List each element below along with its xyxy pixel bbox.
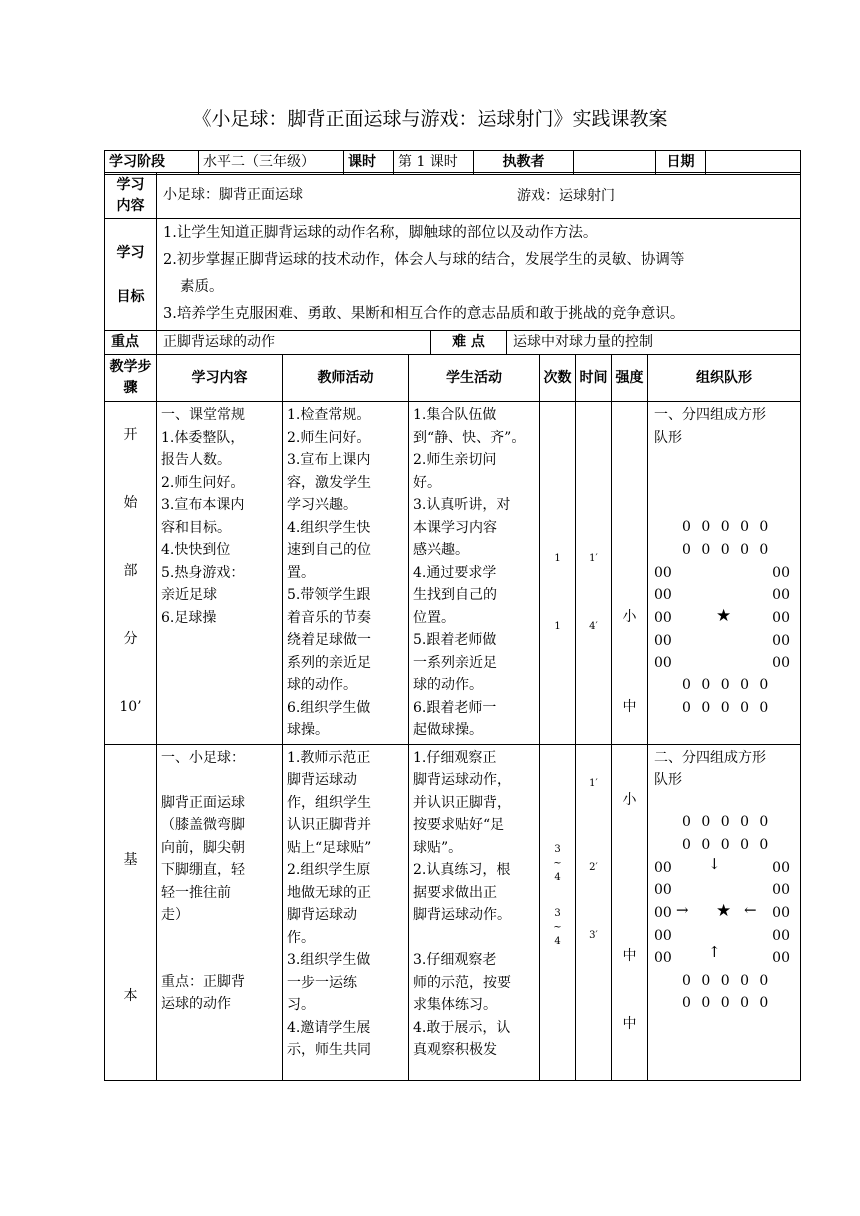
- goals-label-line1: 学习: [116, 244, 145, 261]
- formation-left: 00: [654, 633, 672, 649]
- formation-left: 00: [654, 927, 672, 944]
- header-student: 学生活动: [409, 355, 540, 402]
- header-teacher: 教师活动: [283, 355, 409, 402]
- content-label: [105, 173, 157, 219]
- intensity-value: 中: [622, 1015, 637, 1032]
- intensity-value: 中: [622, 947, 637, 964]
- section1-times: [540, 402, 576, 745]
- lesson-table: [104, 354, 801, 1081]
- formation-left: 00: [654, 904, 672, 921]
- times-value: 3 ~ 4: [553, 843, 562, 883]
- time-value: 3′: [589, 929, 598, 941]
- formation-row: 0 0 0 0 0: [682, 813, 772, 830]
- time-value: 2′: [589, 861, 598, 873]
- times-value: 1: [554, 621, 561, 632]
- formation-row: 0 0 0 0 0: [682, 972, 772, 989]
- section2-step-char: 本: [123, 987, 138, 1004]
- period-label: 课时: [344, 151, 394, 175]
- header-time: 时间: [576, 355, 612, 402]
- goal-item: 1.让学生知道正脚背运球的动作名称，脚触球的部位以及动作方法。: [163, 225, 598, 241]
- section1-step-char: 部: [123, 563, 138, 579]
- goals-label: [105, 219, 157, 331]
- goals-label-line2: 目标: [116, 288, 145, 305]
- teacher-value: [574, 151, 656, 175]
- header-step: 教学步骤: [105, 355, 157, 402]
- section2-times: [540, 744, 576, 1080]
- header-content: 学习内容: [157, 355, 283, 402]
- formation-title: 二、分四组成方形 队形: [654, 749, 766, 788]
- formation-row: 0 0 0 0 0: [682, 836, 772, 853]
- formation-left: 00: [654, 949, 672, 966]
- section1-teacher: 1.检查常规。 2.师生问好。 3.宣布上课内 容，激发学生 学习兴趣。 4.组织学生快 速到自己的位 置。 5.带领学生跟 着音乐的节奏 绕着足球做一 系列的亲近足 球的动作。 6.组织学生做 球操。: [283, 402, 409, 745]
- stage-label: 学习阶段: [105, 151, 199, 175]
- section1-student: 1.集合队伍做 到“静、快、齐”。 2.师生亲切问 好。 3.认真听讲，对 本课学习内容 感兴趣。 4.通过要求学 生找到自己的 位置。 5.跟着老师做 一系列亲近足 球的动作。 6.跟着老师一 起做球操。: [409, 402, 540, 745]
- section1-step-char: 开: [123, 427, 138, 443]
- section2-content-b: 脚背正面运球 （膝盖微弯脚 向前，脚尖朝 下脚绷直，轻 轻一推往前 走）: [161, 794, 245, 923]
- key-label: 重点: [105, 331, 157, 355]
- stage-value: 水平二（三年级）: [199, 151, 344, 175]
- goal-item: 2.初步掌握正脚背运球的技术动作，体会人与球的结合，发展学生的灵敏、协调等: [163, 252, 685, 268]
- content-goals-table: [104, 172, 801, 331]
- intensity-value: 小: [622, 791, 637, 808]
- formation-left: 00: [654, 587, 672, 603]
- formation-row: 0 0 0 0 0: [682, 994, 772, 1011]
- info-table: [104, 150, 801, 175]
- teacher-label: 执教者: [474, 151, 574, 175]
- section2-student: 1.仔细观察正 脚背运球动作， 并认识正脚背， 按要求贴好“足 球贴”。 2.认真练习，根 据要求做出正 脚背运球动作。 3.仔细观察老 师的示范，按要 求集体练习。 4.敢于展示，认 真观察积极发: [409, 744, 540, 1080]
- formation-right: 00: [772, 881, 790, 898]
- formation-right: 00: [772, 859, 790, 876]
- section1-step: [105, 402, 157, 745]
- formation-left: 00: [654, 610, 672, 626]
- time-value: 1′: [589, 553, 598, 564]
- times-value: 3 ~ 4: [553, 907, 562, 947]
- header-times: 次数: [540, 355, 576, 402]
- formation-right: 00: [772, 655, 790, 671]
- date-value: [706, 151, 801, 175]
- section2-intensity: [612, 744, 648, 1080]
- goal-item: 素质。: [180, 279, 224, 295]
- goal-item: 3.培养学生克服困难、勇敢、果断和相互合作的意志品质和敢于挑战的竞争意识。: [163, 306, 685, 322]
- time-value: 1′: [589, 777, 598, 789]
- formation-right: 00: [772, 565, 790, 581]
- section1-step-char: 始: [123, 495, 138, 511]
- content-value: [157, 173, 801, 219]
- formation-left: 00: [654, 859, 672, 876]
- formation-right: 00: [772, 587, 790, 603]
- formation-row: 0 0 0 0 0: [682, 519, 772, 535]
- arrow-up-icon: ↑: [708, 942, 721, 961]
- section1-intensity: [612, 402, 648, 745]
- difficulty-value: 运球中对球力量的控制: [507, 331, 801, 355]
- section2-teacher: 1.教师示范正 脚背运球动 作，组织学生 认识正脚背并 贴上“足球贴” 2.组织学生原 地做无球的正 脚背运球动 作。 3.组织学生做 一步一运练 习。 4.邀请学生展 示，师生共同: [283, 744, 409, 1080]
- section2-formation: [648, 744, 801, 1080]
- section1-time: [576, 402, 612, 745]
- formation-row: 0 0 0 0 0: [682, 677, 772, 693]
- date-label: 日期: [656, 151, 706, 175]
- section2-time: [576, 744, 612, 1080]
- header-formation: 组织队形: [648, 355, 801, 402]
- section1-formation: [648, 402, 801, 745]
- intensity-value: 小: [622, 609, 637, 625]
- formation-left: 00: [654, 565, 672, 581]
- key-table: [104, 330, 801, 355]
- content-part2: 游戏：运球射门: [517, 188, 615, 204]
- arrow-left-icon: ←: [744, 900, 757, 919]
- formation-right: 00: [772, 633, 790, 649]
- section2-step-char: 基: [123, 851, 138, 868]
- section2-content-a: 一、小足球：: [161, 749, 245, 766]
- intensity-value: 中: [622, 699, 637, 715]
- section1-step-char: 分: [123, 631, 138, 647]
- formation-row: 0 0 0 0 0: [682, 542, 772, 558]
- teacher-star-icon: ★: [716, 606, 732, 626]
- time-value: 4′: [589, 621, 598, 632]
- page-title: 《小足球：脚背正面运球与游戏：运球射门》实践课教案: [192, 108, 668, 130]
- difficulty-label: 难 点: [431, 331, 507, 355]
- formation-row: 0 0 0 0 0: [682, 700, 772, 716]
- goals-list: [157, 219, 801, 331]
- section1-step-char: 10’: [119, 699, 142, 715]
- period-value: 第 1 课时: [394, 151, 474, 175]
- content-label-line2: 内容: [116, 197, 145, 214]
- arrow-down-icon: ↓: [708, 854, 721, 873]
- section2-content: [157, 744, 283, 1080]
- formation-left: 00: [654, 655, 672, 671]
- formation-title: 一、分四组成方形 队形: [654, 407, 766, 446]
- arrow-right-icon: →: [676, 900, 689, 919]
- formation-right: 00: [772, 949, 790, 966]
- content-label-line1: 学习: [116, 176, 145, 193]
- header-intensity: 强度: [612, 355, 648, 402]
- section2-step: [105, 744, 157, 1080]
- times-value: 1: [554, 553, 561, 564]
- formation-right: 00: [772, 927, 790, 944]
- formation-right: 00: [772, 904, 790, 921]
- formation-right: 00: [772, 610, 790, 626]
- key-value: 正脚背运球的动作: [157, 331, 431, 355]
- content-part1: 小足球：脚背正面运球: [163, 187, 303, 204]
- formation-left: 00: [654, 881, 672, 898]
- teacher-star-icon: ★: [716, 900, 732, 921]
- section1-content: 一、课堂常规 1.体委整队， 报告人数。 2.师生问好。 3.宣布本课内 容和目标。 4.快快到位 5.热身游戏： 亲近足球 6.足球操: [157, 402, 283, 745]
- section2-content-c: 重点：正脚背 运球的动作: [161, 973, 245, 1012]
